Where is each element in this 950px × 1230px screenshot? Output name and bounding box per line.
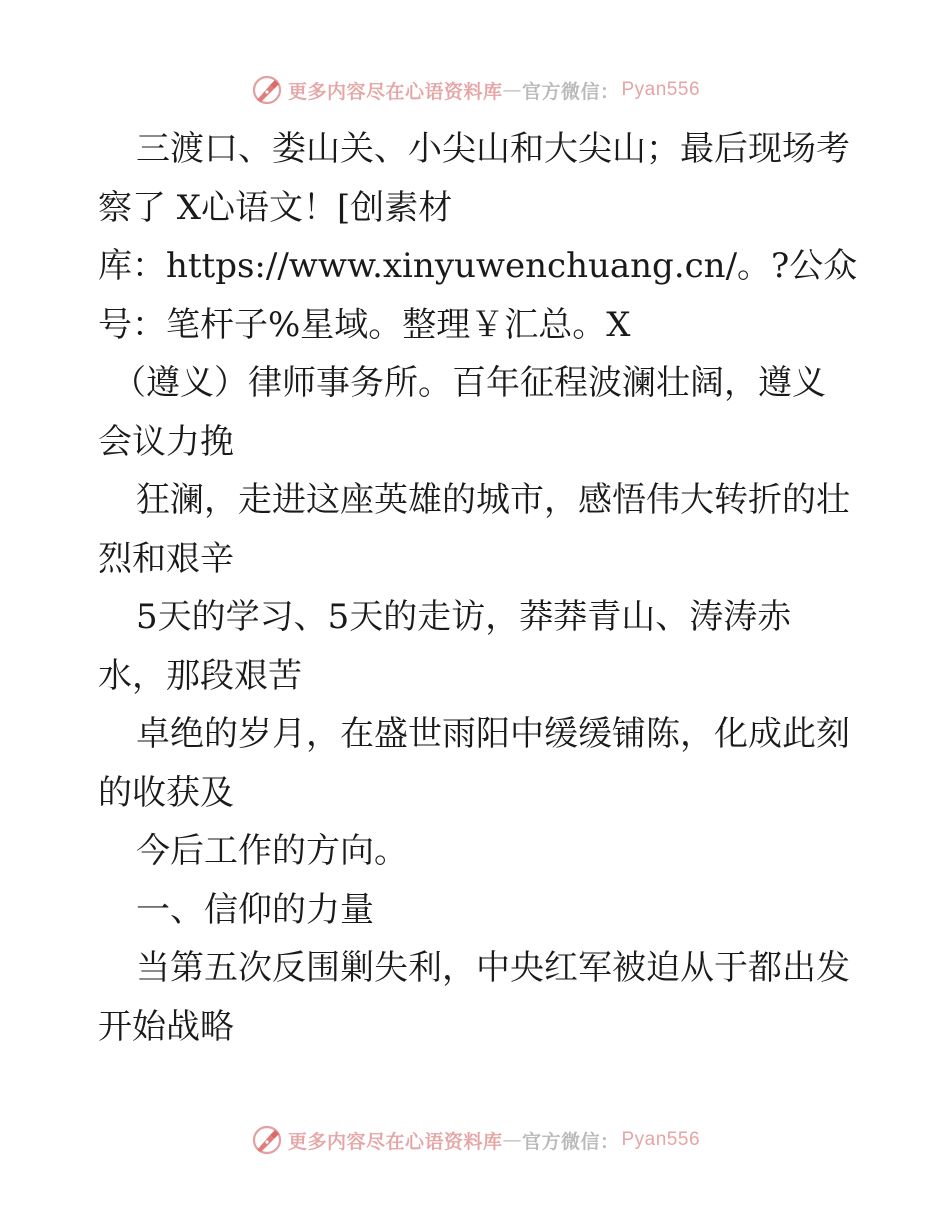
pen-nib-seal-icon <box>250 1123 284 1157</box>
text-line: 当第五次反围剿失利，中央红军被迫从于都出发 <box>136 948 850 988</box>
text-line: 5天的学习、5天的走访，莽莽青山、涛涛赤 <box>136 597 792 637</box>
text-line-content: 库：https://www.xinyuwenchuang.cn/。?公众 <box>98 246 858 286</box>
text-line: （遵义）律师事务所。百年征程波澜壮阔，遵义 <box>112 363 826 403</box>
watermark-main-text: 更多内容尽在心语资料库 <box>287 1130 503 1153</box>
text-line: 卓绝的岁月，在盛世雨阳中缓缓铺陈，化成此刻 <box>136 714 850 754</box>
watermark-dash: — <box>502 79 522 101</box>
text-line: 号：笔杆子%星域。整理￥汇总。X <box>98 304 631 345</box>
text-line: 开始战略 <box>98 1006 234 1047</box>
pen-nib-seal-icon <box>250 73 284 107</box>
section-heading: 一、信仰的力量 <box>136 889 374 930</box>
text-line: 今后工作的方向。 <box>136 831 408 871</box>
watermark-dash: — <box>502 1129 522 1151</box>
text-line: 狂澜，走进这座英雄的城市，感悟伟大转折的壮 <box>136 480 850 520</box>
text-line-url <box>98 237 858 296</box>
text-line: 的收获及 <box>98 772 234 813</box>
watermark-header <box>0 70 950 110</box>
watermark-footer <box>0 1120 950 1160</box>
text-line: 三渡口、娄山关、小尖山和大尖山；最后现场考 <box>136 129 850 169</box>
text-line: 烈和艰辛 <box>98 538 234 579</box>
text-line: 会议力挽 <box>98 421 234 462</box>
watermark-wechat-id: Pyan556 <box>621 1129 701 1150</box>
text-line: 水，那段艰苦 <box>98 655 302 696</box>
document-body <box>98 120 858 1056</box>
text-line: 察了 X心语文！[创素材 <box>98 187 453 228</box>
watermark-sub-text: 官方微信： <box>521 80 620 103</box>
watermark-sub-text: 官方微信： <box>521 1130 620 1153</box>
watermark-wechat-id: Pyan556 <box>621 79 701 100</box>
watermark-main-text: 更多内容尽在心语资料库 <box>287 80 503 103</box>
